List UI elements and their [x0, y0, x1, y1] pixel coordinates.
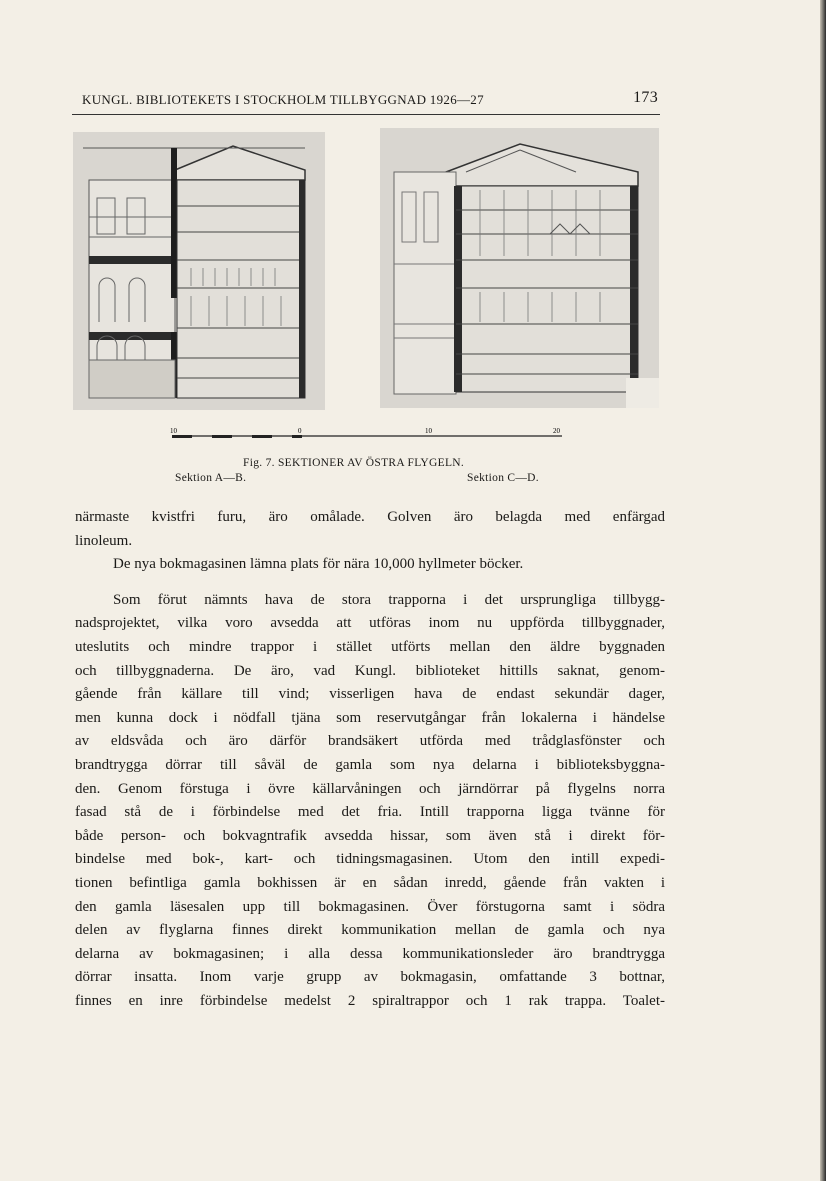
text-line: den gamla läsesalen upp till bokmagasinen. Över förstugorna samt i södra — [75, 898, 665, 915]
text-line: den. Genom förstuga i övre källarvåningen och järndörrar på flygelns norra — [75, 780, 665, 797]
text-line: De nya bokmagasinen lämna plats för nära 10,000 hyllmeter böcker. — [113, 556, 524, 573]
text-line: och tillbyggnaderna. De äro, vad Kungl. biblioteket hittills saknat, genom- — [75, 662, 665, 679]
scale-label-3: 20 — [553, 427, 560, 435]
text-line: dörrar insatta. Inom varje grupp av bokmagasin, omfattande 3 bottnar, — [75, 969, 665, 986]
page-edge — [820, 0, 826, 1181]
right-section-label: Sektion C—D. — [467, 472, 539, 484]
header-title: KUNGL. BIBLIOTEKETS I STOCKHOLM TILLBYGGNAD 1926—27 — [82, 92, 484, 107]
scale-bar — [170, 424, 570, 444]
text-line: gående från källare till vind; visserligen hava de endast sekundär dager, — [75, 686, 665, 703]
text-line: men kunna dock i nödfall tjäna som reservutgångar från lokalerna i händelse — [75, 709, 665, 726]
text-line: uteslutits och mindre trappor i stället utförts mellan den äldre byggnaden — [75, 638, 665, 655]
page-number: 173 — [633, 89, 658, 106]
body-text — [75, 506, 665, 1013]
text-line: finnes en inre förbindelse medelst 2 spiraltrappor och 1 rak trappa. Toalet- — [75, 992, 665, 1009]
text-line: både person- och bokvagntrafik avsedda hissar, som även stå i direkt för- — [75, 827, 665, 844]
figure-caption: Fig. 7. SEKTIONER AV ÖSTRA FLYGELN. — [243, 457, 465, 469]
left-section-label: Sektion A—B. — [175, 472, 247, 484]
text-line: delarna av bokmagasinen; i alla dessa kommunikationsleder äro brandtrygga — [75, 945, 665, 962]
text-line: närmaste kvistfri furu, äro omålade. Golven äro belagda med enfärgad — [75, 509, 665, 525]
scale-label-2: 10 — [425, 427, 432, 435]
text-line: fasad stå de i förbindelse med det fria. Intill trapporna ligga tvänne för — [75, 804, 665, 821]
section-drawing-a-b — [73, 132, 325, 410]
text-line: Som förut nämnts hava de stora trapporna i det ursprungliga tillbygg- — [113, 591, 665, 608]
text-line: av eldsvåda och äro därför brandsäkert utförda med trådglasfönster och — [75, 733, 665, 750]
text-line: tionen befintliga gamla bokhissen är en sådan inredd, gående från vakten i — [75, 874, 665, 891]
text-line: linoleum. — [75, 532, 133, 549]
section-drawing-c-d — [380, 128, 659, 408]
text-line: bindelse med bok-, kart- och tidningsmagasinen. Utom den intill expedi- — [75, 851, 665, 868]
text-line: delen av flyglarna finnes direkt kommunikation mellan de gamla och nya — [75, 922, 665, 939]
text-line: brandtrygga dörrar till såväl de gamla som nya delarna i biblioteksbyggna- — [75, 756, 665, 773]
text-line: nadsprojektet, vilka voro avsedda att utföras inom nu uppförda tillbyggnader, — [75, 615, 665, 632]
scale-label-1: 0 — [298, 427, 302, 435]
running-head — [72, 88, 660, 115]
scale-label-0: 10 — [170, 427, 177, 435]
